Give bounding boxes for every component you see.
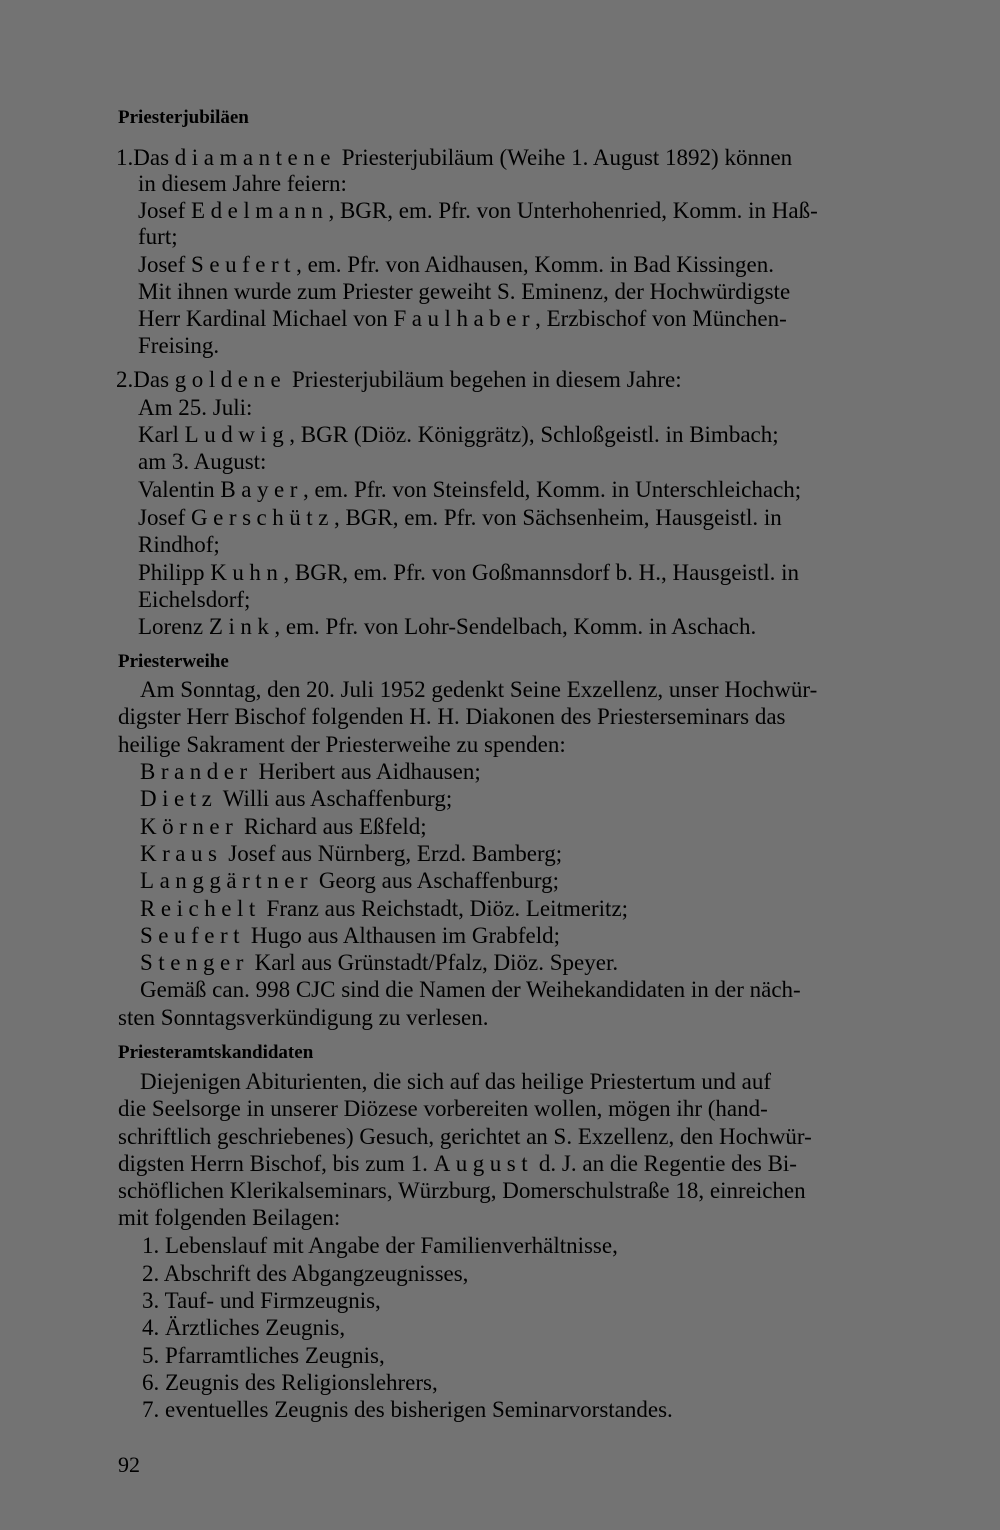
text: Herr Kardinal Michael von bbox=[138, 306, 388, 331]
text-line: Diejenigen Abiturienten, die sich auf das heilige Priestertum und auf bbox=[140, 1069, 772, 1094]
text: , BGR (Diöz. Königgrätz), Schloßgeistl. in Bimbach; bbox=[289, 422, 779, 447]
text-line: schriftlich geschriebenes) Gesuch, gerichtet an S. Exzellenz, den Hochwür- bbox=[118, 1124, 812, 1149]
text: Abschrift des Abgangzeugnisses, bbox=[163, 1261, 469, 1286]
text-line: mit folgenden Beilagen: bbox=[118, 1205, 341, 1230]
surname: Gerschütz bbox=[191, 505, 334, 530]
text-line bbox=[118, 1151, 797, 1177]
text: , BGR, em. Pfr. von Unterhohenried, Komm. in Haß- bbox=[328, 198, 818, 223]
attachment-item bbox=[142, 1233, 618, 1259]
text: Priesterjubiläum begehen in diesem Jahre: bbox=[291, 367, 682, 392]
first-name: Karl bbox=[138, 422, 179, 447]
text: digsten Herrn Bischof, bis zum 1. bbox=[118, 1151, 428, 1176]
attachment-item bbox=[142, 1370, 438, 1396]
item-number: 5. bbox=[142, 1343, 160, 1368]
first-name: Josef bbox=[138, 252, 186, 277]
text-line: furt; bbox=[138, 224, 178, 249]
text: Georg aus Aschaffenburg; bbox=[313, 868, 560, 893]
text: Tauf- und Firmzeugnis, bbox=[164, 1288, 381, 1313]
date-line: am 3. August: bbox=[138, 449, 267, 474]
text: Heribert aus Aidhausen; bbox=[252, 759, 481, 784]
heading-priesterjubilaeen: Priesterjubiläen bbox=[118, 107, 249, 128]
candidate-line bbox=[140, 950, 618, 976]
text: , BGR, em. Pfr. von Goßmannsdorf b. H., Hausgeistl. in bbox=[283, 560, 799, 585]
surname: Ludwig bbox=[184, 422, 290, 447]
item-number: 3. bbox=[142, 1288, 160, 1313]
item-2-line bbox=[116, 367, 682, 393]
surname: Kraus bbox=[140, 841, 223, 866]
text: Pfarramtliches Zeugnis, bbox=[165, 1343, 385, 1368]
surname: Zink bbox=[208, 614, 275, 639]
surname: Reichelt bbox=[140, 896, 261, 921]
text: , BGR, em. Pfr. von Sächsenheim, Hausgeistl. in bbox=[333, 505, 782, 530]
item-number: 7. bbox=[142, 1397, 160, 1422]
surname: Kuhn bbox=[210, 560, 284, 585]
candidate-line bbox=[140, 868, 559, 894]
candidate-line bbox=[140, 896, 628, 922]
text: , Erzbischof von München- bbox=[535, 306, 787, 331]
candidate-line bbox=[140, 841, 562, 867]
text: Das bbox=[133, 367, 170, 392]
text: Richard aus Eßfeld; bbox=[238, 814, 427, 839]
text: Willi aus Aschaffenburg; bbox=[217, 786, 453, 811]
text-line: Mit ihnen wurde zum Priester geweiht S. Eminenz, der Hochwürdigste bbox=[138, 279, 791, 304]
text-line bbox=[138, 306, 787, 332]
text: Priesterjubiläum (Weihe 1. August 1892) können bbox=[341, 145, 793, 170]
candidate-line bbox=[140, 923, 560, 949]
spaced-word: diamantene bbox=[174, 145, 336, 170]
person-line bbox=[138, 477, 801, 503]
first-name: Valentin bbox=[138, 477, 215, 502]
surname: Brander bbox=[140, 759, 253, 784]
text-line: Eichelsdorf; bbox=[138, 587, 251, 612]
text: Zeugnis des Religionslehrers, bbox=[165, 1370, 438, 1395]
text-line: Am Sonntag, den 20. Juli 1952 gedenkt Seine Exzellenz, unser Hochwür- bbox=[140, 677, 818, 702]
candidate-line bbox=[140, 814, 427, 840]
text-line: schöflichen Klerikalseminars, Würzburg, Domerschulstraße 18, einreichen bbox=[118, 1178, 806, 1203]
spaced-word: goldene bbox=[174, 367, 287, 392]
item-number: 1. bbox=[142, 1233, 160, 1258]
text-line: in diesem Jahre feiern: bbox=[138, 171, 347, 196]
first-name: Philipp bbox=[138, 560, 205, 585]
item-number: 1. bbox=[116, 145, 134, 170]
attachment-item bbox=[142, 1343, 385, 1369]
text: Das bbox=[133, 145, 170, 170]
text: eventuelles Zeugnis des bisherigen Seminarvorstandes. bbox=[165, 1397, 673, 1422]
surname: Edelmann bbox=[191, 198, 329, 223]
page-number: 92 bbox=[118, 1452, 140, 1477]
text-line: sten Sonntagsverkündigung zu verlesen. bbox=[118, 1005, 489, 1030]
candidate-line bbox=[140, 759, 481, 785]
candidate-line bbox=[140, 786, 452, 812]
item-number: 2. bbox=[116, 367, 134, 392]
first-name: Lorenz bbox=[138, 614, 204, 639]
item-number: 6. bbox=[142, 1370, 160, 1395]
first-name: Josef bbox=[138, 505, 186, 530]
surname: Stenger bbox=[140, 950, 249, 975]
attachment-item bbox=[142, 1397, 673, 1423]
date-line: Am 25. Juli: bbox=[138, 395, 253, 420]
first-name: Josef bbox=[138, 198, 186, 223]
text: Franz aus Reichstadt, Diöz. Leitmeritz; bbox=[260, 896, 629, 921]
attachment-item bbox=[142, 1261, 468, 1287]
heading-priesterweihe: Priesterweihe bbox=[118, 651, 229, 672]
person-line bbox=[138, 422, 779, 448]
item-number: 4. bbox=[142, 1315, 160, 1340]
person-line bbox=[138, 252, 774, 278]
person-line bbox=[138, 198, 818, 224]
surname: Seufert bbox=[140, 923, 246, 948]
text: Karl aus Grünstadt/Pfalz, Diöz. Speyer. bbox=[248, 950, 619, 975]
spaced-word: August bbox=[433, 1151, 534, 1176]
text: Ärztliches Zeugnis, bbox=[165, 1315, 346, 1340]
text-line: Rindhof; bbox=[138, 532, 220, 557]
text-line: Gemäß can. 998 CJC sind die Namen der Weihekandidaten in der näch- bbox=[140, 977, 801, 1002]
attachment-item bbox=[142, 1315, 345, 1341]
text-line: heilige Sakrament der Priesterweihe zu spenden: bbox=[118, 732, 566, 757]
surname: Faulhaber bbox=[393, 306, 536, 331]
surname: Seufert bbox=[191, 252, 297, 277]
text: Lebenslauf mit Angabe der Familienverhältnisse, bbox=[165, 1233, 618, 1258]
surname: Dietz bbox=[140, 786, 218, 811]
text-line: digster Herr Bischof folgenden H. H. Diakonen des Priesterseminars das bbox=[118, 704, 786, 729]
text: , em. Pfr. von Lohr-Sendelbach, Komm. in Aschach. bbox=[274, 614, 757, 639]
text: Josef aus Nürnberg, Erzd. Bamberg; bbox=[222, 841, 563, 866]
text: d. J. an die Regentie des Bi- bbox=[538, 1151, 797, 1176]
person-line bbox=[138, 505, 782, 531]
heading-priesteramtskandidaten: Priesteramtskandidaten bbox=[118, 1042, 314, 1063]
person-line bbox=[138, 614, 756, 640]
surname: Körner bbox=[140, 814, 239, 839]
surname: Bayer bbox=[220, 477, 303, 502]
text: Hugo aus Althausen im Grabfeld; bbox=[245, 923, 560, 948]
surname: Langgärtner bbox=[140, 868, 314, 893]
item-1-line bbox=[116, 145, 792, 171]
text: , em. Pfr. von Aidhausen, Komm. in Bad Kissingen. bbox=[296, 252, 774, 277]
item-number: 2. bbox=[142, 1261, 160, 1286]
text-line: Freising. bbox=[138, 333, 220, 358]
person-line bbox=[138, 560, 799, 586]
text-line: die Seelsorge in unserer Diözese vorbereiten wollen, mögen ihr (hand- bbox=[118, 1096, 768, 1121]
attachment-item bbox=[142, 1288, 381, 1314]
text: , em. Pfr. von Steinsfeld, Komm. in Unterschleichach; bbox=[302, 477, 802, 502]
